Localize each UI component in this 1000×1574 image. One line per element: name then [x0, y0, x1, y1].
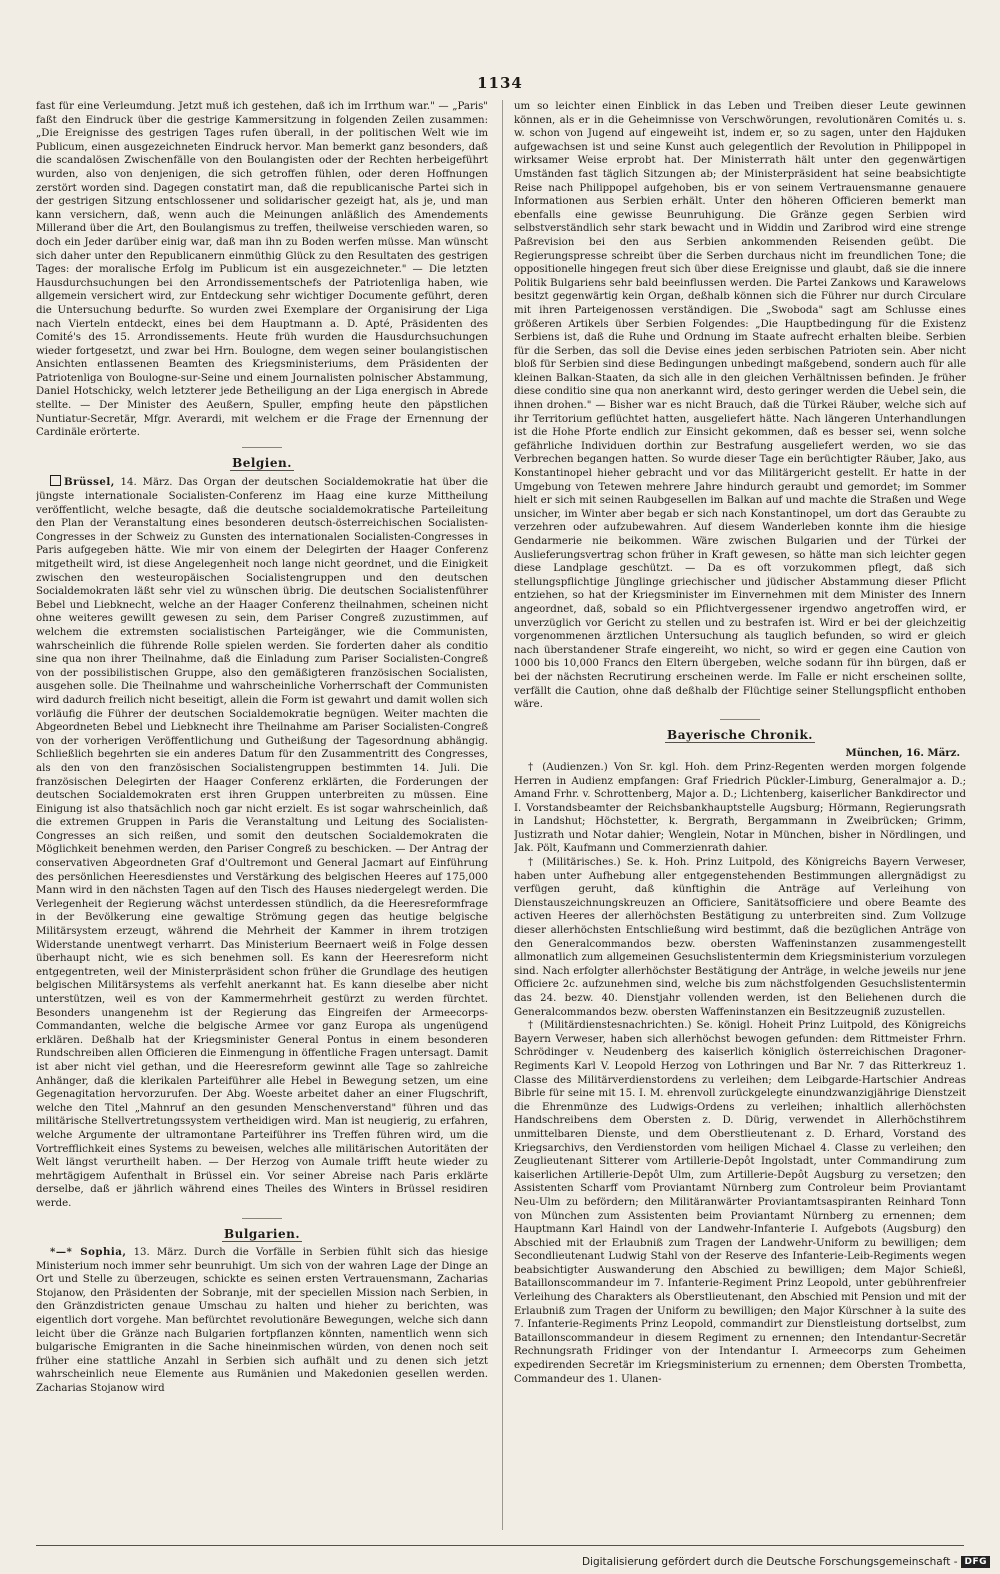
bulgaria-date: 13. März.: [133, 1247, 187, 1259]
bulgaria-place: *—* Sophia,: [50, 1246, 127, 1259]
page-number: 1134: [477, 74, 523, 92]
section-divider: [720, 719, 760, 720]
section-heading-belgium-text: Belgien.: [232, 455, 292, 470]
belgium-text: Das Organ der deutschen Socialdemokratie hat über die jüngste internationale Socialisten-Conferenz im Haag eine kurze Mittheilung veröffentlicht, welche besagte, daß die deutsche socialdemokratische Parteileitung den Plan der Veranstaltung eines besonderen deutsch-österreichischen Socialisten-Congresses in der Schweiz zu Gunsten des internationalen Socialisten-Congresses in Paris aufgegeben hätte. Wie mir von einem der Delegirten der Haager Conferenz mitgetheilt wird, ist diese Angelegenheit noch lange nicht geordnet, und die Einigkeit zwischen den westeuropäischen Socialistengruppen und den deutschen Socialdemokraten läßt sehr viel zu wünschen übrig. Die deutschen Socialistenführer Bebel und Liebknecht, welche an der Haager Conferenz theilnahmen, scheinen nicht ohne weiteres gewillt gewesen zu sein, dem Pariser Congreß zuzustimmen, auf welchem die extremsten socialistischen Parteigänger, wie die Communisten, wahrscheinlich die führende Rolle spielen werden. Sie forderten daher als conditio sine qua non ihrer Theilnahme, daß die Einladung zum Pariser Socialisten-Congreß von der possibilistischen Gruppe, also den gemäßigteren französischen Socialisten, ausgehen solle. Die Theilnahme und wahrscheinliche Vorherrschaft der Communisten wird dadurch freilich nicht beseitigt, allein die Form ist gewahrt und damit wollen sich vorläufig die Führer der deutschen Socialdemokratie begnügen. Weiter machten die Abgeordneten Bebel und Liebknecht ihre Theilnahme am Pariser Socialisten-Congreß von der vorherigen Veröffentlichung und Gutheißung der Tagesordnung abhängig. Schließlich begehrten sie ein anderes Datum für den Zusammentritt des Congresses, als den von den französischen Socialistengruppen bestimmten 14. Juli. Die französischen Delegirten der Haager Conferenz erklärten, die Forderungen der deutschen Socialdemokraten erst ihren Gruppen unterbreiten zu müssen. Eine Einigung ist also thatsächlich noch gar nicht erzielt. Es ist sogar wahrscheinlich, daß die extremen Gruppen in Paris die Veranstaltung und Leitung des Socialisten-Congresses an sich reißen, und somit den deutschen Socialdemokraten die Möglichkeit benehmen werden, den Pariser Congreß zu beschicken. — Der Antrag der conservativen Abgeordneten Graf d'Oultremont und General Jacmart auf Einführung des persönlichen Heeresdienstes und Verstärkung des belgischen Heeres auf 175,000 Mann wird in den nächsten Tagen auf den Tisch des Hauses niedergelegt werden. Die Verlegenheit der Regierung wächst unterdessen stündlich, da die Heeresreformfrage in der Bevölkerung eine gewaltige Strömung gegen das heutige belgische Militärsystem erzeugt, während die Mehrheit der Kammer in ihrem trotzigen Widerstande unentwegt verharrt. Das Ministerium Beernaert weiß in Folge dessen überhaupt nicht, wie es sich benehmen soll. Es kann der Heeresreform nicht entgegentreten, weil der Ministerpräsident schon früher die Grundlage des heutigen belgischen Militärsystems als verfehlt anerkannt hat. Es kann dieselbe aber nicht unterstützen, weil es von der Kammermehrheit gestürzt zu werden fürchtet. Besonders unangenehm ist der Regierung das Eingreifen der Armeecorps-Commandanten, welche die belgische Armee vor ganz Europa als ungenügend erklären. Deßhalb hat der Kriegsminister General Pontus in einem besonderen Rundschreiben allen Officieren die Einmengung in öffentliche Fragen untersagt. Damit ist aber nicht viel gethan, und die Heeresreform gewinnt alle Tage so zahlreiche Anhänger, daß die klerikalen Parteiführer alle Hebel in Bewegung setzen, um eine Gegenagitation hervorzurufen. Der Abg. Woeste arbeitet daher an einer Flugschrift, welche den Titel „Mahnruf an den gesunden Menschenverstand" führen und das militärische Stellvertretungssystem vertheidigen wird. Man ist neugierig, zu erfahren, welche Argumente der ultramontane Parteiführer ins Treffen führen wird, um die Vortrefflichkeit eines Systems zu beweisen, welches alle militärischen Autoritäten der Welt längst verurtheilt haben. — Der Herzog von Aumale trifft heute wieder zu mehrtägigem Aufenthalt in Brüssel ein. Vor seiner Abreise nach Paris erklärte derselbe, daß er jährlich während eines Theiles des Winters in Brüssel residiren werde.: [36, 477, 488, 1209]
bulgaria-text: Durch die Vorfälle in Serbien fühlt sich das hiesige Ministerium noch immer sehr beunruhigt. Um sich von der wahren Lage der Dinge an Ort und Stelle zu überzeugen, schickte es seinen ersten Vertrauensmann, Zacharias Stojanow, den Präsidenten der Sobranje, mit der speciellen Mission nach Serbien, in den Gränzdistricten genaue Umschau zu halten und hieher zu berichten, was eigentlich dort vorgehe. Man befürchtet revolutionäre Bewegungen, welche sich dann leicht über die Gränze nach Bulgarien fortpflanzen könnten, namentlich wenn sich bulgarische Emigranten in die Sache hineinmischen würden, von denen noch seit früher eine stattliche Anzahl in Serbien sich aufhält und zu denen sich jetzt wahrscheinlich neue Elemente aus Rumänien und Makedonien gesellen werden. Zacharias Stojanow wird: [36, 1247, 488, 1395]
section-heading-belgium: [36, 457, 488, 471]
section-divider: [242, 1218, 282, 1219]
square-marker-icon: [50, 475, 61, 486]
bottom-rule: [36, 1545, 964, 1546]
section-divider: [242, 447, 282, 448]
section-heading-bulgaria: [36, 1228, 488, 1242]
section-heading-chronicle-text: Bayerische Chronik.: [667, 727, 813, 742]
belgium-date: 14. März.: [120, 477, 173, 489]
left-column: [36, 100, 488, 1540]
bulgaria-article: [36, 1246, 488, 1396]
dfg-logo: DFG: [961, 1556, 990, 1568]
intro-paragraph: fast für eine Verleumdung. Jetzt muß ich gestehen, daß ich im Irrthum war." — „Paris" faßt den Eindruck über die gestrige Kammersitzung in folgenden Zeilen zusammen: „Die Ereignisse des gestrigen Tages rufen überall, in der politischen Welt wie im Publicum, einen ausgezeichneten Eindruck hervor. Man bemerkt ganz besonders, daß die scandalösen Zwischenfälle von den Boulangisten oder der Rechten herbeigeführt wurden, also von denjenigen, die sich getroffen fühlen, oder deren Hoffnungen zerstört worden sind. Dagegen constatirt man, daß die republicanische Partei sich in der gestrigen Sitzung entschlossener und solidarischer gezeigt hat, als je, und man kann versichern, daß, wenn auch die Meinungen anläßlich des Amendements Millerand über die Art, den Boulangismus zu treffen, theilweise verschieden waren, so doch ein Jeder darüber einig war, daß man ihn zu Boden werfen müsse. Man wünscht sich daher unter den Republicanern einmüthig Glück zu den Resultaten des gestrigen Tages: der moralische Erfolg im Publicum ist ein ausgezeichneter." — Die letzten Hausdurchsuchungen bei den Arrondissementschefs der Patriotenliga haben, wie allgemein versichert wird, zur Entdeckung sehr wichtiger Documente geführt, deren die Untersuchung bedurfte. So wurden zwei Exemplare der Organisirung der Liga nach Vierteln entdeckt, eines bei dem Hauptmann a. D. Apté, Präsidenten des Comité's des 15. Arrondissements. Heute früh wurden die Hausdurchsuchungen wieder fortgesetzt, und zwar bei Hrn. Boulogne, dem wegen seiner boulangistischen Ansichten entlassenen Beamten des Kriegsministeriums, dem Präsidenten der Patriotenliga von Boulogne-sur-Seine und einem Journalisten polnischer Abstammung, Daniel Hotschicky, welch letzterer jede Betheiligung an der Liga energisch in Abrede stellte. — Der Minister des Aeußern, Spuller, empfing heute den päpstlichen Nuntiatur-Secretär, Mfgr. Averardi, mit welchem er die Frage der Ernennung der Cardinäle erörterte.: [36, 101, 488, 439]
right-column: [514, 100, 966, 1540]
section-heading-bulgaria-text: Bulgarien.: [223, 1226, 300, 1241]
chronicle-military: † (Militärisches.) Se. k. Hoh. Prinz Luitpold, des Königreichs Bayern Verweser, haben unter Aufhebung aller entgegenstehenden Bestimmungen allergnädigst zu verfügen geruht, daß künftighin die Anträge auf Verleihung von Dienstauszeichnungskreuzen an Officiere, Sanitätsofficiere und obere Beamte des activen Heeres der allerhöchsten Bestätigung zu unterbreiten sind. Zum Vollzuge dieser allerhöchsten Entschließung wird bestimmt, daß die bezüglichen Anträge von den Generalcommandos bezw. obersten Waffeninstanzen zusammengestellt allmonatlich zum allgemeinen Gesuchslistentermin dem Kriegsministerium vorzulegen sind. Nach erfolgter allerhöchster Bestätigung der Anträge, in welche jeweils nur jene Officiere 2c. aufzunehmen sind, welche bis zum nächstfolgenden Gesuchslistentermin das 24. bezw. 40. Dienstjahr vollenden werden, ist den Beliehenen durch die Generalcommandos bezw. obersten Waffeninstanzen ein Besitzzeugniß zuzustellen.: [514, 857, 966, 1018]
belgium-article: [36, 475, 488, 1210]
belgium-place: Brüssel,: [64, 476, 115, 489]
chronicle-audiences: † (Audienzen.) Von Sr. kgl. Hoh. dem Prinz-Regenten werden morgen folgende Herren in Audienz empfangen: Graf Friedrich Pückler-Limburg, Generalmajor a. D.; Amand Frhr. v. Schrottenberg, Major a. D.; Lichtenberg, kaiserlicher Bankdirector und I. Vorstandsbeamter der Reichsbankhauptstelle Augsburg; Hörmann, Regierungsrath in Landshut; Höchstetter, k. Bergrath, Bergammann in Zweibrücken; Grimm, Justizrath und Notar dahier; Wenglein, Notar in München, bisher in Nördlingen, und Jak. Pölt, Kaufmann und Commerzienrath dahier.: [514, 761, 966, 855]
chronicle-service-news: † (Militärdienstesnachrichten.) Se. königl. Hoheit Prinz Luitpold, des Königreichs Bayern Verweser, haben sich allerhöchst bewogen gefunden: dem Rittmeister Frhrn. Schrödinger v. Neudenberg des kaiserlich königlich österreichischen Dragoner-Regiments Karl V. Leopold Herzog von Lothringen und Bar Nr. 7 das Ritterkreuz 1. Classe des Militärverdienstordens zu verleihen; dem Leibgarde-Hartschier Andreas Bibrle für seine mit 15. I. M. ehrenvoll zurückgelegte einundzwanzigjährige Dienstzeit die Ehrenmünze des Ludwigs-Ordens zu verleihen; inhaltlich allerhöchsten Handschreibens dem Obersten z. D. Dürig, verwendet in Allerhöchstihrem unmittelbaren Dienste, und dem Oberstlieutenant z. D. Erhard, Vorstand des Kriegsarchivs, den Verdienstorden vom heiligen Michael 4. Classe zu verleihen; den Zeuglieutenant Sitterer vom Artillerie-Depôt Ingolstadt, unter Commandirung zum kaiserlichen Artillerie-Depôt Ulm, zum Artillerie-Depôt Augsburg zu versetzen; den Assistenten Scharff vom Proviantamt Nürnberg zum Controleur beim Proviantamt Neu-Ulm zu befördern; den Militäranwärter Proviantamtsaspiranten Reinhard Tonn von München zum Assistenten beim Proviantamt Nürnberg zu ernennen; dem Hauptmann Karl Haindl von der Landwehr-Infanterie I. Aufgebots (Augsburg) den Abschied mit der Erlaubniß zum Tragen der Landwehr-Uniform zu bewilligen; dem Secondlieutenant Ludwig Stahl von der Reserve des Infanterie-Leib-Regiments wegen beabsichtigter Auswanderung den Abschied zu bewilligen; dem Major Schießl, Bataillonscommandeur im 7. Infanterie-Regiment Prinz Leopold, unter gebührenfreier Verleihung des Charakters als Oberstlieutenant, den Abschied mit Pension und mit der Erlaubniß zum Tragen der Uniform zu bewilligen; den Major Kürschner à la suite des 7. Infanterie-Regiments Prinz Leopold, commandirt zur Dienstleistung dortselbst, zum Bataillonscommandeur in diesem Regiment zu ernennen; den Intendantur-Secretär Rechnungsrath Fridinger von der Intendantur I. Armeecorps zum Geheimen expedirenden Secretär im Kriegsministerium zu ernennen; dem Obersten Trombetta, Commandeur des 1. Ulanen-: [514, 1020, 966, 1385]
chronicle-dateline: München, 16. März.: [845, 747, 960, 760]
column-divider: [502, 100, 503, 1530]
footer-credit-text: Digitalisierung gefördert durch die Deutsche Forschungsgemeinschaft -: [581, 1556, 958, 1568]
footer-credit: [582, 1556, 990, 1568]
bulgaria-continued: um so leichter einen Einblick in das Leben und Treiben dieser Leute gewinnen können, als er in die Geheimnisse von Verschwörungen, revolutionären Comités u. s. w. schon von Jugend auf eingeweiht ist, indem er, so zu sagen, unter den Hajduken aufgewachsen ist und seine Kunst auch gelegentlich der Revolution in Philippopel in wirksamer Weise erprobt hat. Der Ministerrath hält unter den gegenwärtigen Umständen fast täglich Sitzungen ab; der Ministerpräsident hat seine beabsichtigte Reise nach Philippopel aufgehoben, bis er von seinem Vertrauensmanne genauere Informationen aus Serbien erhält. Unter den höheren Officieren bemerkt man ebenfalls eine gewisse Beunruhigung. Die Gränze gegen Serbien wird selbstverständlich sehr stark bewacht und in Widdin und Zaribrod wird eine strenge Paßrevision bei den aus Serbien ankommenden Reisenden geübt. Die Regierungspresse schreibt über die Serben durchaus nicht im freundlichen Tone; die oppositionelle hingegen freut sich über diese Ereignisse und glaubt, daß sie die innere Politik Bulgariens sehr bald beeinflussen werden. Die Partei Zankows und Karawelows besitzt gegenwärtig kein Organ, deßhalb können sich die Führer nur durch Circulare mit ihren Parteigenossen verständigen. Die „Swoboda" sagt am Schlusse eines größeren Artikels über Serbien Folgendes: „Die Hauptbedingung für die Existenz Serbiens ist, daß die Ruhe und Ordnung im Staate aufrecht erhalten bleibe. Serbien für die Serben, das soll die Devise eines jeden serbischen Patrioten sein. Aber nicht bloß für Serbien sind diese Bedingungen unbedingt maßgebend, sondern auch für alle kleinen Balkan-Staaten, da sich alle in den gleichen Verhältnissen befinden. Je früher diese conditio sine qua non anerkannt wird, desto geringer werden die Uebel sein, die ihnen drohen." — Bisher war es nicht Brauch, daß die Türkei Räuber, welche sich auf ihr Territorium geflüchtet hatten, ausgeliefert hätte. Nach längeren Unterhandlungen ist die Hohe Pforte endlich zur Einsicht gekommen, daß es besser sei, wenn solche gefährliche Individuen dorthin zur Bestrafung ausgeliefert werden, wo sie das Verbrechen begangen hatten. So wurde dieser Tage ein berüchtigter Räuber, Jako, aus Konstantinopel hieher gebracht und vor das Militärgericht gestellt. Er hatte in der Umgebung von Tetewen mehrere Jahre hindurch geraubt und gemordet; im Sommer hielt er sich mit seinen Raubgesellen im Balkan auf und machte die Straßen und Wege unsicher, im Winter aber begab er sich nach Konstantinopel, um dort das Geraubte zu verzehren oder aufzubewahren. Auf diesem Wanderleben konnte ihm die hiesige Gendarmerie nie beikommen. Wäre zwischen Bulgarien und der Türkei der Auslieferungsvertrag schon früher in Kraft gewesen, so hätte man sich leichter gegen diese Landplage geschützt. — Da es oft vorzukommen pflegt, daß sich stellungspflichtige Jünglinge griechischer und jüdischer Abstammung dieser Pflicht entziehen, so hat der Kriegsminister im Einvernehmen mit dem Minister des Innern angeordnet, daß, sobald so ein Pflichtvergessener irgendwo angetroffen wird, er unverzüglich vor Gericht zu stellen und zu bestrafen ist. Wird er bei der gleichzeitig vorgenommenen ärztlichen Untersuchung als tauglich befunden, so wird er gleich nach überstandener Strafe eingereiht, wo nicht, so wird er gegen eine Caution von 1000 bis 10,000 Francs den Eltern übergeben, welche sodann für ihn bürgen, daß er bei der nächsten Recrutirung erscheinen werde. Im Falle er nicht erscheinen sollte, verfällt die Caution, ohne daß deßhalb der Flüchtige seiner Stellungspflicht enthoben wäre.: [514, 101, 966, 711]
section-heading-chronicle: [514, 729, 966, 743]
